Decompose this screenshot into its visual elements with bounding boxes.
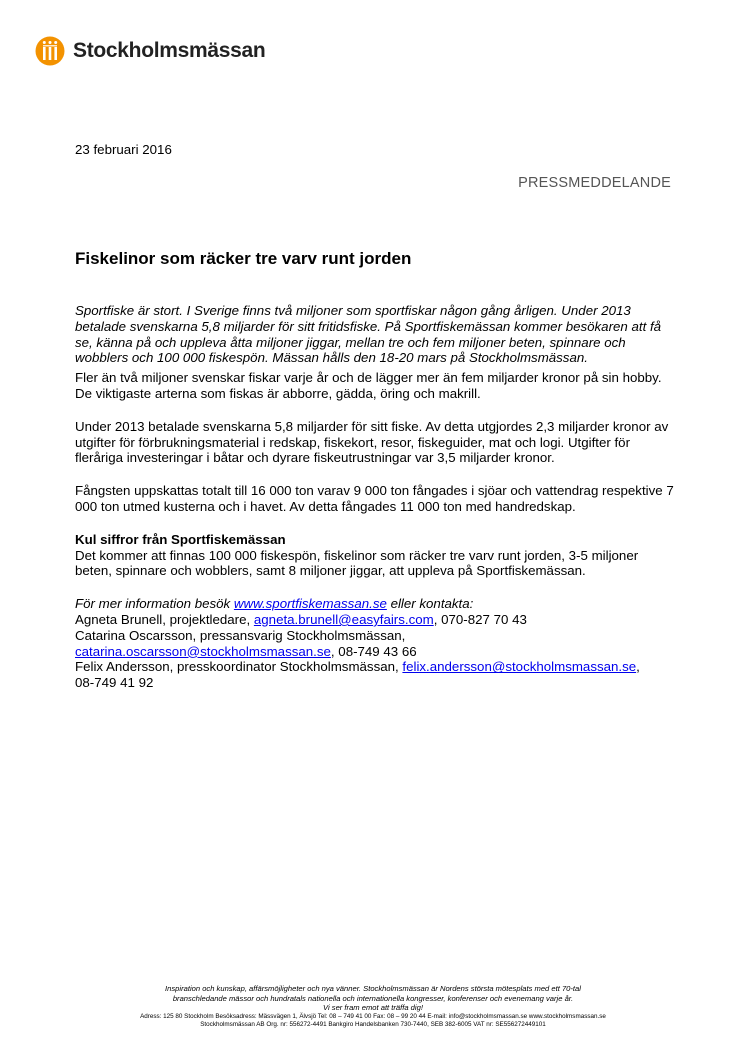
contact-intro-text: För mer information besök: [75, 596, 231, 612]
contact-intro-tail: eller kontakta:: [390, 596, 474, 612]
footer-tagline: Vi ser fram emot att träffa dig!: [323, 1003, 423, 1013]
contact-name: Felix Andersson, presskoordinator Stockholmsmässan,: [75, 659, 399, 675]
section-text: Det kommer att finnas 100 000 fiskespön, fiskelinor som räcker tre varv runt jorden, 3-5 miljoner beten, spinnare och wobblers, samt 8 miljoner jiggar, att uppleva på Sportfiskemässan.: [75, 547, 639, 579]
contact-agneta: [75, 612, 675, 628]
email-link[interactable]: agneta.brunell@easyfairs.com: [253, 611, 434, 627]
article-body: [75, 303, 675, 691]
contact-name: Agneta Brunell, projektledare,: [75, 611, 251, 627]
contact-catarina: [75, 628, 675, 644]
footer-tagline: Inspiration och kunskap, affärsmöjligheter och nya vänner. Stockholmsmässan är Nordens största mötesplats med ett 70-tal: [165, 984, 581, 993]
email-link[interactable]: felix.andersson@stockholmsmassan.se: [402, 659, 637, 675]
website-link[interactable]: www.sportfiskemassan.se: [233, 596, 387, 612]
footer-address: Adress: 125 80 Stockholm Besöksadress: Mässvägen 1, Älvsjö Tel: 08 – 749 41 00 Fax: 08 – 99 20 44 E-mail: info@stockholmsmassan.se www.stockholmsmassan.se: [140, 1012, 606, 1020]
contact-felix: [75, 659, 675, 675]
section: [75, 532, 675, 579]
release-date: 23 februari 2016: [75, 142, 172, 157]
email-link[interactable]: catarina.oscarsson@stockholmsmassan.se: [75, 643, 331, 659]
footer-corporate-info: Stockholmsmässan AB Org. nr: 556272-4491 Bankgiro Handelsbanken 730-7440, SEB 382-6005 VAT nr: SE556272449101: [200, 1020, 546, 1028]
contact-intro: [75, 596, 675, 612]
section-title: Kul siffror från Sportfiskemässan: [75, 531, 286, 547]
contact-separator: ,: [636, 659, 640, 675]
contact-phone: , 08-749 43 66: [330, 643, 417, 659]
paragraph: Fångsten uppskattas totalt till 16 000 ton varav 9 000 ton fångades i sjöar och vattendrag respektive 7 000 ton utmed kusterna och i havet. Av detta fångades 11 000 ton med handredskap.: [75, 483, 674, 514]
document-label: PRESSMEDDELANDE: [518, 175, 671, 191]
contact-phone: , 070-827 70 43: [433, 611, 527, 627]
headline: Fiskelinor som räcker tre varv runt jorden: [75, 249, 412, 268]
lead-paragraph: Sportfiske är stort. I Sverige finns två miljoner som sportfiskar någon gång årligen. Under 2013 betalade svenskarna 5,8 miljarder för sitt fritidsfiske. På Sportfiskemässan kommer besökaren att få se, känna på och uppleva åtta miljoner jiggar, mellan tre och fem miljoner beten, spinnare och wobblers och 100 000 fiskespön. Mässan hålls den 18-20 mars på Stockholmsmässan.: [75, 303, 662, 366]
logo: [35, 36, 265, 66]
contact-felix-phone: 08-749 41 92: [75, 675, 154, 691]
contact-catarina-email: [75, 644, 675, 660]
stockholmsmassan-logo-icon: [35, 36, 65, 66]
contact-name: Catarina Oscarsson, pressansvarig Stockholmsmässan,: [75, 627, 406, 643]
paragraph: Fler än två miljoner svenskar fiskar varje år och de lägger mer än fem miljarder kronor på sin hobby. De viktigaste arterna som fiskas är abborre, gädda, öring och makrill.: [75, 370, 662, 401]
logo-text: Stockholmsmässan: [73, 39, 266, 62]
footer-tagline: branschledande mässor och hundratals nationella och internationella kongresser, konferenser och evenemang varje år.: [172, 993, 574, 1003]
paragraph: Under 2013 betalade svenskarna 5,8 miljarder för sitt fiske. Av detta utgjordes 2,3 miljarder kronor av utgifter för förbrukningsmaterial i redskap, fiskekort, resor, fiskeguider, mat och logi. Utgifter för fleråriga investeringar i båtar och dyrare fiskeutrustningar var 3,5 miljarder kronor.: [75, 418, 669, 466]
footer: [40, 984, 706, 1029]
contact-block: [75, 596, 675, 691]
